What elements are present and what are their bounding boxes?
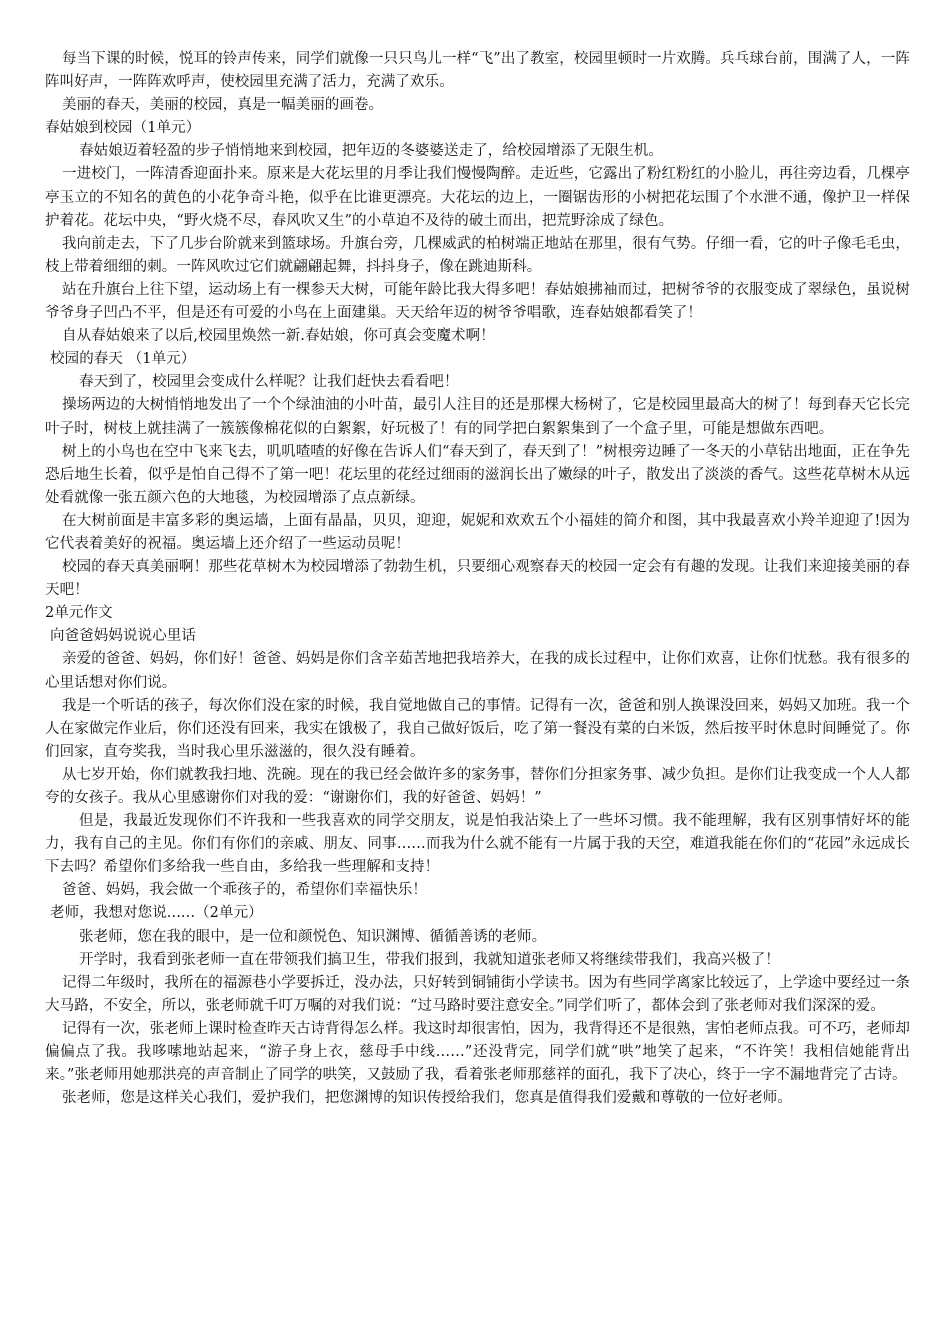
paragraph: 一进校门，一阵清香迎面扑来。原来是大花坛里的月季让我们慢慢陶醉。走近些，它露出了粉红粉红的小脸儿，再往旁边看，几棵亭亭玉立的不知名的黄色的小花争奇斗艳，似乎在比谁更漂亮。大花坛的边上，一圈锯齿形的小树把花坛围了个水泄不通，像护卫一样保护着花。花坛中央，“野火烧不尽，春风吹又生”的小草迫不及待的破土而出，把荒野涂成了绿色。 <box>45 166 910 229</box>
paragraph: 亲爱的爸爸、妈妈，你们好！爸爸、妈妈是你们含辛茹苦地把我培养大，在我的成长过程中，让你们欢喜，让你们忧愁。我有很多的心里话想对你们说。 <box>45 651 910 691</box>
paragraph: 校园的春天真美丽啊！那些花草树木为校园增添了勃勃生机，只要细心观察春天的校园一定会有有趣的发现。让我们来迎接美丽的春天吧！ <box>45 559 910 599</box>
section-heading: 老师，我想对您说......（2单元） <box>50 905 263 922</box>
paragraph: 但是，我最近发现你们不许我和一些我喜欢的同学交朋友，说是怕我沾染上了一些坏习惯。我不能理解，我有区别事情好坏的能力，我有自己的主见。你们有你们的亲戚、朋友、同事……而我为什么就不能有一片属于我的天空，难道我能在你们的“花园”永远成长下去吗？希望你们多给我一些自由，多给我一些理解和支持！ <box>45 813 910 876</box>
paragraph: 我向前走去，下了几步台阶就来到篮球场。升旗台旁，几棵威武的柏树端正地站在那里，很有气势。仔细一看，它的叶子像毛毛虫，枝上带着细细的刺。一阵风吹过它们就翩翩起舞，抖抖身子，像在跳迪斯科。 <box>45 235 910 275</box>
paragraph: 张老师，您在我的眼中，是一位和颜悦色、知识渊博、循循善诱的老师。 <box>79 928 547 945</box>
paragraph: 美丽的春天，美丽的校园，真是一幅美丽的画卷。 <box>62 97 384 114</box>
paragraph: 记得有一次，张老师上课时检查昨天古诗背得怎么样。我这时却很害怕，因为，我背得还不是很熟，害怕老师点我。可不巧，老师却偏偏点了我。我哆嗦地站起来，“游子身上衣，慈母手中线……”还没背完，同学们就“哄”地笑了起来，“不许笑！我相信她能背出来。”张老师用她那洪亮的声音制止了同学的哄笑，又鼓励了我，看着张老师那慈祥的面孔，我下了决心，终于一字不漏地背完了古诗。 <box>45 1020 910 1084</box>
paragraph: 从七岁开始，你们就教我扫地、洗碗。现在的我已经会做许多的家务事，替你们分担家务事、减少负担。是你们让我变成一个人人都夸的女孩子。我从心里感谢你们对我的爱：“谢谢你们，我的好爸爸、妈妈！” <box>45 766 910 806</box>
paragraph: 张老师，您是这样关心我们，爱护我们，把您渊博的知识传授给我们，您真是值得我们爱戴和尊敬的一位好老师。 <box>62 1090 792 1107</box>
document-body <box>45 48 910 1110</box>
paragraph: 记得二年级时，我所在的福源巷小学要拆迁，没办法，只好转到铜铺街小学读书。因为有些同学离家比较远了，上学途中要经过一条大马路，不安全，所以，张老师就千叮万嘱的对我们说：“过马路时要注意安全。”同学们听了，都体会到了张老师对我们深深的爱。 <box>45 974 910 1014</box>
paragraph: 在大树前面是丰富多彩的奥运墙，上面有晶晶，贝贝，迎迎，妮妮和欢欢五个小福娃的简介和图，其中我最喜欢小羚羊迎迎了!因为它代表着美好的祝福。奥运墙上还介绍了一些运动员呢！ <box>45 512 910 552</box>
paragraph: 操场两边的大树悄悄地发出了一个个绿油油的小叶苗，最引人注目的还是那棵大杨树了，它是校园里最高大的树了！每到春天它长完叶子时，树枝上就挂满了一簇簇像棉花似的白絮絮，好玩极了！有的同学把白絮絮集到了一个盒子里，可能是想做东西吧。 <box>45 397 910 437</box>
paragraph: 开学时，我看到张老师一直在带领我们搞卫生，带我们报到，我就知道张老师又将继续带我们，我高兴极了！ <box>79 951 780 968</box>
paragraph: 爸爸、妈妈，我会做一个乖孩子的，希望你们幸福快乐！ <box>62 882 427 899</box>
paragraph: 春天到了，校园里会变成什么样呢？让我们赶快去看看吧！ <box>79 374 459 391</box>
section-heading: 向爸爸妈妈说说心里话 <box>50 628 196 645</box>
section-heading: 校园的春天 （1单元） <box>50 351 196 368</box>
paragraph: 我是一个听话的孩子，每次你们没在家的时候，我自觉地做自己的事情。记得有一次，爸爸和别人换课没回来，妈妈又加班。我一个人在家做完作业后，你们还没有回来，我实在饿极了，我自己做好饭后，吃了第一餐没有菜的白米饭，然后按平时休息时间睡觉了。你们回家，直夸奖我，当时我心里乐滋滋的，很久没有睡着。 <box>45 697 910 760</box>
paragraph: 春姑娘迈着轻盈的步子悄悄地来到校园，把年迈的冬婆婆送走了，给校园增添了无限生机。 <box>79 143 663 160</box>
section-heading: 春姑娘到校园（1单元） <box>45 120 201 137</box>
section-heading: 2单元作文 <box>45 605 113 622</box>
paragraph: 每当下课的时候，悦耳的铃声传来，同学们就像一只只鸟儿一样“飞”出了教室，校园里顿时一片欢腾。兵乓球台前，围满了人，一阵阵叫好声，一阵阵欢呼声，使校园里充满了活力，充满了欢乐。 <box>45 51 910 91</box>
paragraph: 自从春姑娘来了以后,校园里焕然一新.春姑娘，你可真会变魔术啊！ <box>62 328 495 345</box>
paragraph: 站在升旗台上往下望，运动场上有一棵参天大树，可能年龄比我大得多吧！春姑娘拂袖而过，把树爷爷的衣服变成了翠绿色，虽说树爷爷身子凹凸不平，但是还有可爱的小鸟在上面建巢。天天给年迈的树爷爷唱歌，连春姑娘都看笑了！ <box>45 281 910 322</box>
paragraph: 树上的小鸟也在空中飞来飞去，叽叽喳喳的好像在告诉人们“春天到了，春天到了！”树根旁边睡了一冬天的小草钻出地面，正在争先恐后地生长着，似乎是怕自己得不了第一吧！花坛里的花经过细雨的滋润长出了嫩绿的叶子，散发出了淡淡的香气。这些花草树木从远处看就像一张五颜六色的大地毯，为校园增添了点点新绿。 <box>45 443 910 506</box>
